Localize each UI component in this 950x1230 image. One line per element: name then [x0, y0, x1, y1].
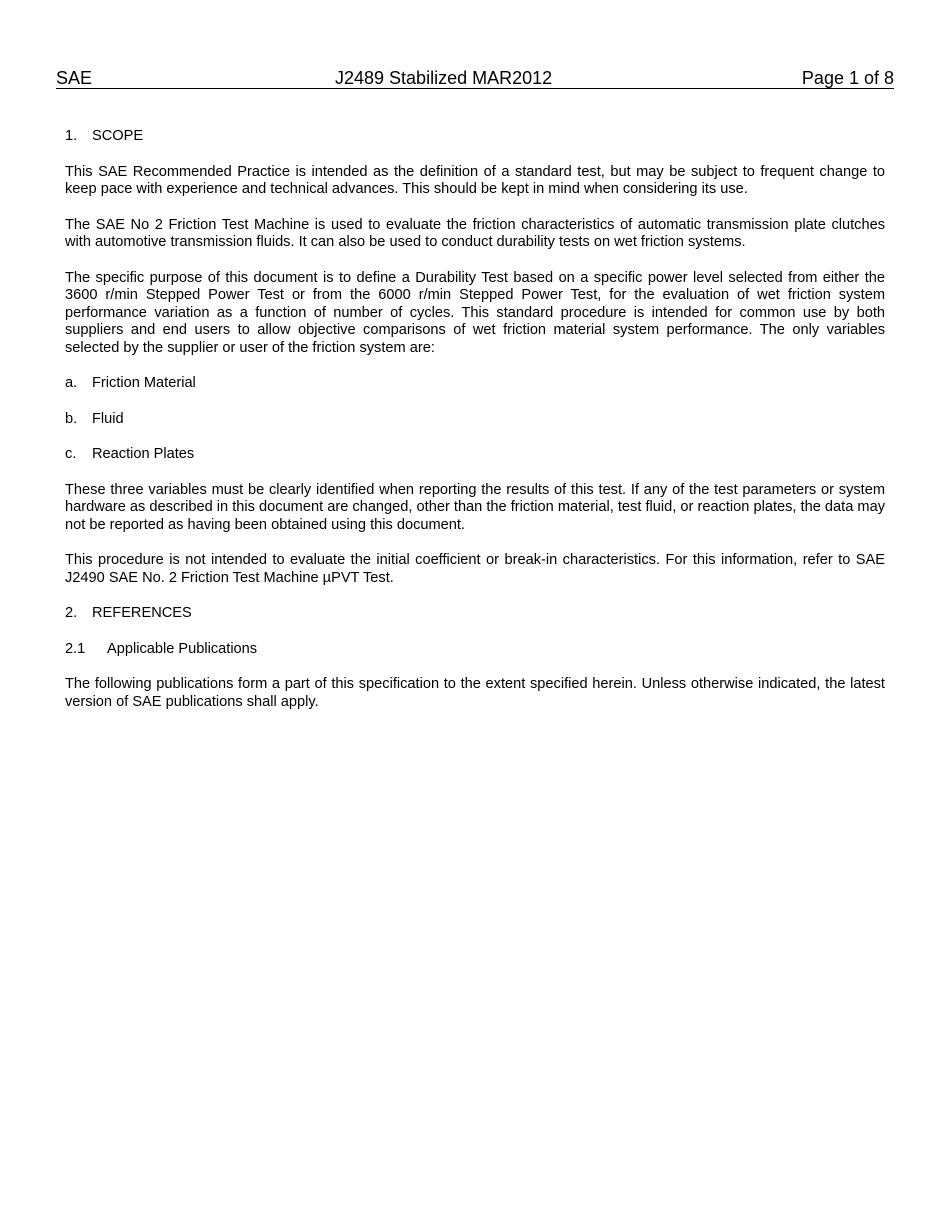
list-marker: a. — [65, 375, 78, 391]
section-number: 1. — [65, 128, 78, 144]
list-item — [65, 411, 885, 429]
list-item-text: Fluid — [92, 410, 124, 427]
scope-paragraph-1: This SAE Recommended Practice is intended as the definition of a standard test, but may be subject to frequent change to keep pace with experience and technical advances. This should be kept in mind when considering its use. — [65, 163, 885, 197]
section-heading-scope — [65, 128, 885, 146]
references-paragraph-1: The following publications form a part of this specification to the extent specified herein. Unless otherwise indicated, the latest version of SAE publications shall apply. — [65, 676, 885, 710]
scope-paragraph-3: The specific purpose of this document is to define a Durability Test based on a specific power level selected from either the 3600 r/min Stepped Power Test or from the 6000 r/min Stepped Power Test, for the evaluation of wet friction system performance variation as a function of number of cycles. This standard procedure is intended for common use by both suppliers and end users to allow objective comparisons of wet friction material system performance. The only variables selected by the supplier or user of the friction system are: — [65, 269, 885, 356]
list-item-text: Reaction Plates — [92, 446, 195, 462]
list-marker: b. — [65, 410, 78, 427]
section-heading-references — [65, 605, 885, 623]
document-body — [65, 128, 885, 729]
header-organization: SAE — [56, 68, 93, 88]
header-page-number: Page 1 of 8 — [801, 68, 894, 88]
scope-paragraph-4: These three variables must be clearly identified when reporting the results of this test. If any of the test parameters or system hardware as described in this document are changed, other than the friction material, test fluid, or reaction plates, the data may not be reported as having been obtained using this document. — [65, 481, 885, 533]
header-document-id: J2489 Stabilized MAR2012 — [335, 68, 553, 88]
subsection-title: Applicable Publications — [107, 640, 258, 657]
section-number: 2. — [65, 605, 78, 621]
list-item — [65, 375, 885, 393]
list-item-text: Friction Material — [92, 375, 196, 391]
page-header — [56, 68, 894, 89]
subsection-number: 2.1 — [65, 640, 86, 657]
section-title: SCOPE — [92, 128, 144, 144]
scope-paragraph-5: This procedure is not intended to evaluate the initial coefficient or break-in characteristics. For this information, refer to SAE J2490 SAE No. 2 Friction Test Machine µPVT Test. — [65, 552, 885, 586]
scope-paragraph-2: The SAE No 2 Friction Test Machine is used to evaluate the friction characteristics of automatic transmission plate clutches with automotive transmission fluids. It can also be used to conduct durability tests on wet friction systems. — [65, 216, 885, 250]
list-item — [65, 446, 885, 464]
section-title: REFERENCES — [92, 605, 192, 621]
subsection-heading-applicable-publications — [65, 641, 885, 659]
list-marker: c. — [65, 446, 77, 462]
